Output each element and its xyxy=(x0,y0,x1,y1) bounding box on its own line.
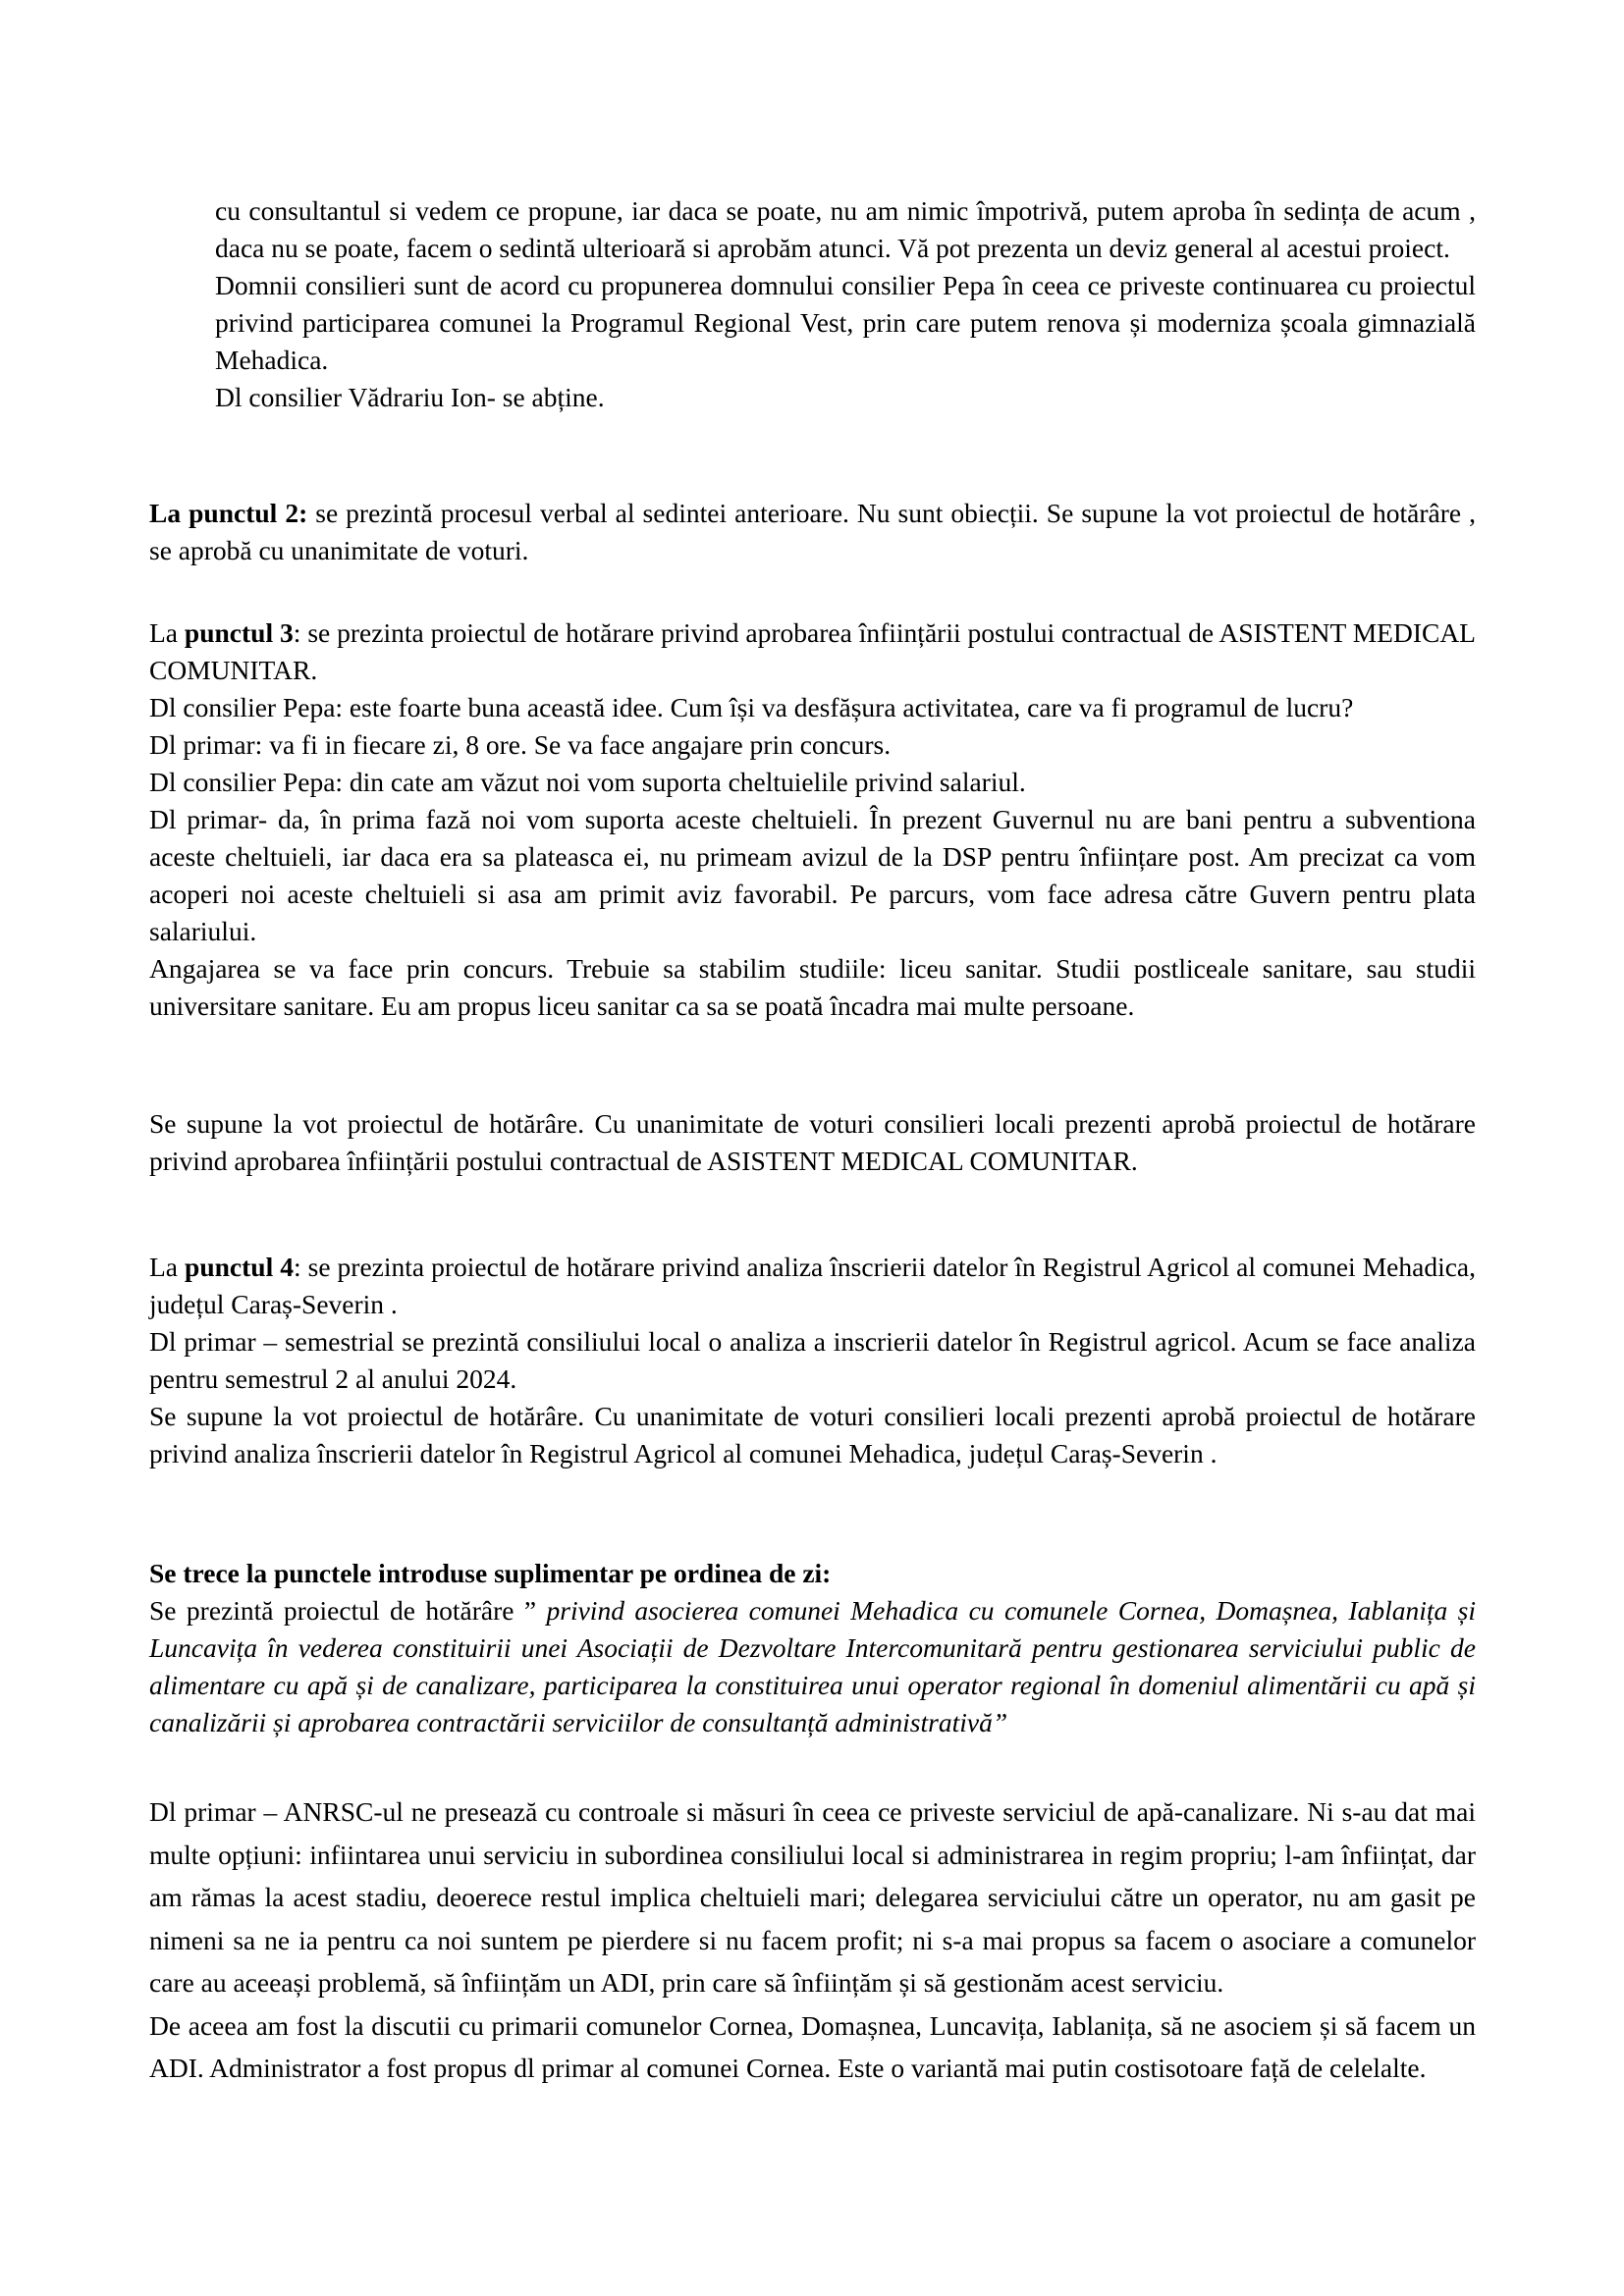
dialogue-line: Dl primar – semestrial se prezintă consiliului local o analiza a inscrierii datelor în Registrul agricol. Acum se face analiza pentru semestrul 2 al anului 2024. xyxy=(149,1326,1476,1394)
point-3-prefix: La xyxy=(149,617,185,648)
point-2-text: se prezintă procesul verbal al sedintei anterioare. Nu sunt obiecții. Se supune la vot proiectul de hotărâre , se aprobă cu unanimitate de voturi. xyxy=(149,498,1476,565)
point-3-section xyxy=(149,614,1476,1025)
dialogue-line: Dl consilier Pepa: este foarte buna această idee. Cum își va desfășura activitatea, care va fi programul de lucru? xyxy=(149,692,1354,722)
dialogue-line: Dl primar: va fi in fiecare zi, 8 ore. Se va face angajare prin concurs. xyxy=(149,729,892,760)
paragraph-consultant: cu consultantul si vedem ce propune, iar daca se poate, nu am nimic împotrivă, putem aproba în sedința de acum , daca nu se poate, facem o sedintă ulterioară si aprobăm atunci. Vă pot prezenta un deviz general al acestui proiect. xyxy=(215,195,1476,263)
point-4-intro xyxy=(149,1249,1476,1323)
vote-paragraph: Se supune la vot proiectul de hotărâre. Cu unanimitate de voturi consilieri locali prezenti aprobă proiectul de hotărare privind aprobarea înființării postului contractual de ASISTENT MEDICAL COMUNITAR. xyxy=(149,1108,1476,1176)
point-4-prefix: La xyxy=(149,1252,186,1282)
mayor-statement xyxy=(149,1790,1476,2090)
paragraph-councillors-agree: Domnii consilieri sunt de acord cu propunerea domnului consilier Pepa în ceea ce priveste continuarea cu proiectul privind participarea comunei la Programul Regional Vest, prin care putem renova și moderniza școala gimnazială Mehadica. xyxy=(215,270,1476,375)
project-intro: Se prezintă proiectul de hotărâre ” xyxy=(149,1595,547,1626)
dialogue-line: Dl consilier Pepa: din cate am văzut noi vom suporta cheltuielile privind salariul. xyxy=(149,767,1026,797)
dialogue-line: Dl primar- da, în prima fază noi vom suporta aceste cheltuieli. În prezent Guvernul nu are bani pentru a subventiona aceste cheltuieli, iar daca era sa plateasca ei, nu primeam avizul de la DSP pentru înființare post. Am precizat ca vom acoperi noi aceste cheltuieli si asa am primit aviz favorabil. Pe parcurs, vom face adresa către Guvern pentru plata salariului. xyxy=(149,804,1476,946)
point-2-section xyxy=(149,495,1476,569)
dialogue-line: Angajarea se va face prin concurs. Trebuie sa stabilim studiile: liceu sanitar. Studii postliceale sanitare, sau studii universitare sanitare. Eu am propus liceu sanitar ca sa se poată încadra mai multe persoane. xyxy=(149,953,1476,1021)
point-3-label: punctul 3 xyxy=(184,617,294,648)
supplementary-project-title xyxy=(149,1592,1476,1741)
point-3-text: : se prezinta proiectul de hotărare privind aprobarea înființării postului contractual de ASISTENT MEDICAL COMUNITAR. xyxy=(149,617,1476,685)
point-4-text: : se prezinta proiectul de hotărare privind analiza înscrierii datelor în Registrul Agricol al comunei Mehadica, județul Caraș-Severin . xyxy=(149,1252,1476,1319)
supplementary-heading xyxy=(149,1555,1476,1592)
mayor-paragraph: Dl primar – ANRSC-ul ne presează cu controale si măsuri în ceea ce priveste serviciul de apă-canalizare. Ni s-au dat mai multe opțiuni: infiintarea unui serviciu in subordinea consiliului local si administrarea in regim propriu; l-am înființat, dar am rămas la acest stadiu, deoerece restul implica cheltuieli mari; delegarea serviciului către un operator, nu am gasit pe nimeni sa ne ia pentru ca noi suntem pe pierdere si nu facem profit; ni s-a mai propus sa facem o asociare a comunelor care au aceeași problemă, să înființăm un ADI, prin care să înființăm și să gestionăm acest serviciu. xyxy=(149,1796,1476,1998)
point-4-label: punctul 4 xyxy=(185,1252,294,1282)
paragraph-abstention: Dl consilier Vădrariu Ion- se abține. xyxy=(215,382,605,412)
vote-paragraph: Se supune la vot proiectul de hotărâre. Cu unanimitate de voturi consilieri locali prezenti aprobă proiectul de hotărare privind analiza înscrierii datelor în Registrul Agricol al comunei Mehadica, județul Caraș-Severin . xyxy=(149,1401,1476,1468)
point-3-intro xyxy=(149,614,1476,689)
point-3-vote xyxy=(149,1105,1476,1180)
point-2-paragraph xyxy=(149,495,1476,569)
continuation-block xyxy=(215,192,1476,416)
supplementary-section xyxy=(149,1555,1476,1741)
project-title-italic: privind asocierea comunei Mehadica cu comunele Cornea, Domașnea, Iablanița și Luncavița în vederea constituirii unei Asociații de Dezvoltare Intercomunitară pentru gestionarea serviciului public de alimentare cu apă și de canalizare, participarea la constituirea unui operator regional în domeniul alimentării cu apă și canalizării și aprobarea contractării serviciilor de consultanță administrativă” xyxy=(149,1595,1477,1737)
mayor-paragraph: De aceea am fost la discutii cu primarii comunelor Cornea, Domașnea, Luncavița, Iablanița, să ne asociem și să facem un ADI. Administrator a fost propus dl primar al comunei Cornea. Este o variantă mai putin costisotoare față de celelalte. xyxy=(149,2009,1476,2083)
point-2-label: La punctul 2: xyxy=(149,498,308,528)
heading-text: Se trece la punctele introduse suplimentar pe ordinea de zi: xyxy=(149,1558,832,1588)
point-4-section xyxy=(149,1249,1476,1472)
